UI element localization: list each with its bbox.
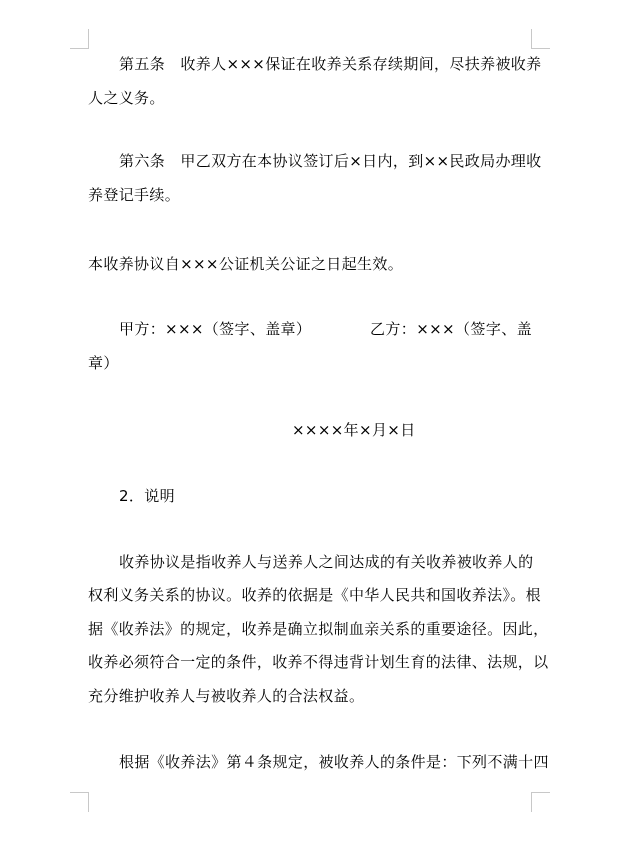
article-6-line-1: 第六条 甲乙双方在本协议签订后×日内，到××民政局办理收 <box>119 152 542 170</box>
conditions-intro: 根据《收养法》第４条规定，被收养人的条件是：下列不满十四 <box>119 753 549 771</box>
effective-clause: 本收养协议自×××公证机关公证之日起生效。 <box>88 255 404 273</box>
margin-mark-top-left-vertical <box>88 29 89 49</box>
date-line: ××××年×月×日 <box>292 421 416 439</box>
signature-party-b-line-1: 乙方：×××（签字、盖 <box>370 320 532 338</box>
explanation-line-4: 收养必须符合一定的条件，收养不得违背计划生育的法律、法规，以 <box>88 653 549 671</box>
margin-mark-top-right-vertical <box>531 29 532 49</box>
signature-party-b-line-2: 章） <box>88 354 119 372</box>
article-6-line-2: 养登记手续。 <box>88 186 181 204</box>
explanation-line-1: 收养协议是指收养人与送养人之间达成的有关收养被收养人的 <box>119 553 534 571</box>
signature-party-a: 甲方：×××（签字、盖章） <box>119 320 312 338</box>
article-5-line-2: 人之义务。 <box>88 89 165 107</box>
explanation-line-2: 权利义务关系的协议。收养的依据是《中华人民共和国收养法》。根 <box>88 586 542 604</box>
margin-mark-top-right-horizontal <box>531 48 550 49</box>
explanation-line-5: 充分维护收养人与被收养人的合法权益。 <box>88 687 365 705</box>
explanation-line-3: 据《收养法》的规定，收养是确立拟制血亲关系的重要途径。因此， <box>88 620 549 638</box>
article-5-line-1: 第五条 收养人×××保证在收养关系存续期间，尽扶养被收养 <box>119 55 542 73</box>
margin-mark-bottom-right-vertical <box>531 792 532 812</box>
margin-mark-bottom-right-horizontal <box>531 792 550 793</box>
margin-mark-top-left-horizontal <box>70 48 89 49</box>
margin-mark-bottom-left-vertical <box>88 792 89 812</box>
section-heading: 2．说明 <box>119 487 175 505</box>
margin-mark-bottom-left-horizontal <box>70 792 89 793</box>
